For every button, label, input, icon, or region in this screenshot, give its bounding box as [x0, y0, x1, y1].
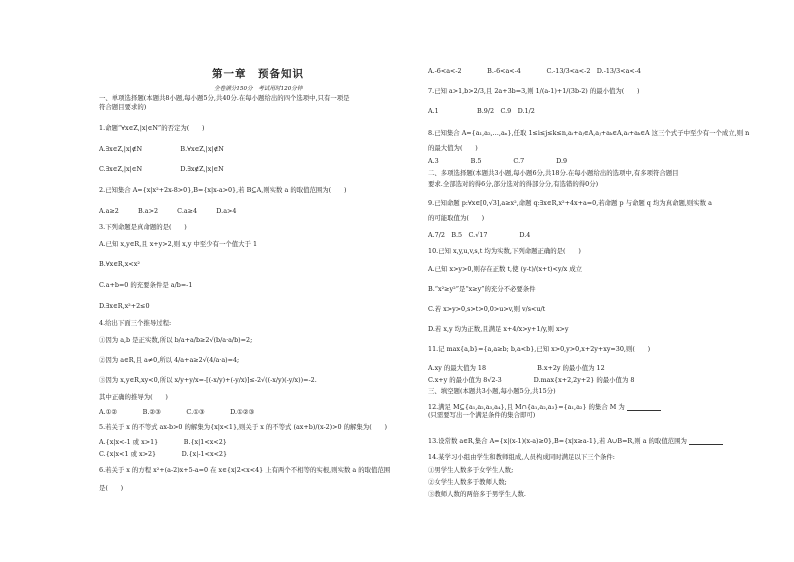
- q1-options-cd: C.∃x∈Z,|x|∈N D.∃x∉Z,|x|∈N: [99, 165, 224, 173]
- section-2-heading-cont: 要求.全部选对的得6分,部分选对的得部分分,有选错的得0分): [428, 180, 599, 188]
- q5-options-cd: C.{x|x<1 或 x>2} D.{x|-1<x<2}: [99, 450, 228, 458]
- q3-option-a: A.已知 x,y∈R,且 x+y>2,则 x,y 中至少有一个值大于 1: [99, 240, 258, 248]
- q12-stem: [428, 403, 661, 411]
- q1-options-ab: A.∃x∈Z,|x|∉N B.∀x∈Z,|x|∉N: [99, 145, 224, 153]
- q12-answer-blank[interactable]: [627, 404, 661, 411]
- q4-item-3: ③因为 x,y∈R,xy<0,所以 x/y+y/x=-[(-x/y)+(-y/x)]≤-2√((-x/y)(-y/x))=-2.: [99, 376, 317, 384]
- q12-stem-text: 12.满足 M⊆{a₁,a₂,a₃,a₄},且 M∩{a₁,a₂,a₃}={a₁,a₂} 的集合 M 为: [428, 403, 625, 411]
- q2-options: A.a≥2 B.a>2 C.a≥4 D.a>4: [99, 207, 237, 215]
- q10-stem: 10.已知 x,y,u,v,s,t 均为实数,下列命题正确的是( ): [428, 247, 581, 255]
- q4-item-2: ②因为 a∈R,且 a≠0,所以 4/a+a≥2√(4/a·a)=4;: [99, 356, 240, 364]
- q3-option-b: B.∀x∈R,x<x²: [99, 260, 140, 268]
- section-1-heading-cont: 符合题目要求的): [99, 103, 147, 111]
- q4-stem: 4.给出下面三个推导过程:: [99, 319, 172, 327]
- q7-stem: 7.已知 a>1,b>2/3,且 2a+3b=3,则 1/(a-1)+1/(3b-2) 的最小值为( ): [428, 87, 640, 95]
- q14-condition-2: ②女学生人数多于教师人数;: [428, 478, 507, 486]
- exam-subtitle: 全卷满分150分 考试用时120分钟: [214, 86, 303, 92]
- q10-option-c: C.若 x>y>0,s>t>0,0>u>v,则 v/s<u/t: [428, 305, 546, 313]
- q3-stem: 3.下列命题是真命题的是( ): [99, 223, 187, 231]
- q4-prompt: 其中正确的推导为( ): [99, 393, 168, 401]
- q13-stem-text: 13.设常数 a∈R,集合 A={x|(x-1)(x-a)≥0},B={x|x≥a-1},若 A∪B=R,则 a 的取值范围为: [428, 437, 687, 445]
- q1-stem: 1.命题“∀x∈Z,|x|∈N”的否定为( ): [99, 124, 205, 132]
- section-3-heading: 三、填空题(本题共3小题,每小题5分,共15分): [428, 387, 556, 395]
- q8-stem-cont: 的最大值为( ): [428, 144, 478, 152]
- q7-options: A.1 B.9/2 C.9 D.1/2: [428, 107, 535, 115]
- q11-options-cd: C.x+y 的最小值为 8√2-3 D.max{x+2,2y+2} 的最小值为 8: [428, 376, 635, 384]
- q14-condition-3: ③教师人数的两倍多于男学生人数.: [428, 490, 526, 498]
- q14-stem: 14.某学习小组由学生和教师组成,人员构成同时满足以下三个条件:: [428, 453, 615, 461]
- q6-stem-cont: 是( ): [99, 484, 124, 492]
- q13-stem: [428, 437, 723, 445]
- q13-answer-blank[interactable]: [689, 438, 723, 445]
- q4-options: A.①② B.②③ C.①③ D.①②③: [99, 408, 255, 416]
- q9-options: A.7/2 B.5 C.√17 D.4: [428, 231, 531, 239]
- section-2-heading: 二、多项选择题(本题共3小题,每小题6分,共18分.在每小题给出的选项中,有多项符合题目: [428, 169, 679, 177]
- q5-stem: 5.若关于 x 的不等式 ax-b>0 的解集为{x|x<1},则关于 x 的不等式 (ax+b)/(x-2)>0 的解集为( ): [99, 423, 387, 431]
- chapter-title: 第一章 预备知识: [212, 68, 304, 80]
- q2-stem: 2.已知集合 A={x|x²+2x-8>0},B={x|x-a>0},若 B⊆A,则实数 a 的取值范围为( ): [99, 186, 347, 194]
- q4-item-1: ①因为 a,b 是正实数,所以 b/a+a/b≥2√(b/a·a/b)=2;: [99, 336, 253, 344]
- q10-option-a: A.已知 x>y>0,则存在正数 t,使 (y-t)/(x+t)<y/x 成立: [428, 265, 583, 273]
- q8-stem: 8.已知集合 A={a₁,a₂,…,aₙ},任取 1≤i≤j≤k≤n,aᵢ+aⱼ∈A,aⱼ+aₖ∈A,aᵢ+aₖ∈A 这三个式子中至少有一个成立,则 n: [428, 129, 750, 137]
- q11-stem: 11.记 max{a,b}={a,a≥b; b,a<b},已知 x>0,y>0,x+2y+xy=30,则( ): [428, 345, 651, 353]
- q10-option-b: B.“x²≥y²”是“x≥y”的充分不必要条件: [428, 285, 536, 293]
- section-1-heading: 一、单项选择题(本题共8小题,每小题5分,共40分.在每小题给出的四个选项中,只有一项是: [99, 94, 350, 102]
- q9-stem-cont: 的可能取值为( ): [428, 214, 485, 222]
- q10-option-d: D.若 x,y 均为正数,且满足 x+4/x>y+1/y,则 x>y: [428, 325, 569, 333]
- q5-options-ab: A.{x|x<-1 或 x>1} B.{x|1<x<2}: [99, 438, 227, 446]
- q11-options-ab: A.xy 的最大值为 18 B.x+2y 的最小值为 12: [428, 364, 605, 372]
- q12-note: (只需要写出一个满足条件的集合即可): [428, 411, 536, 419]
- q3-option-d: D.∃x∈R,x²+2≤0: [99, 302, 150, 310]
- q8-options: A.3 B.5 C.7 D.9: [428, 157, 568, 165]
- q14-condition-1: ①男学生人数多于女学生人数;: [428, 466, 514, 474]
- q6-stem: 6.若关于 x 的方程 x²+(a-2)x+5-a=0 在 x∈{x|2<x<4} 上有两个不相等的实根,则实数 a 的取值范围: [99, 466, 391, 474]
- q9-stem: 9.已知命题 p:∀x∈[0,√3],a≥x²,命题 q:∃x∈R,x²+4x+a=0,若命题 p 与命题 q 均为真命题,则实数 a: [428, 199, 712, 207]
- q3-option-c: C.a+b=0 的充要条件是 a/b=-1: [99, 281, 193, 289]
- q6-options: A.-6<a<-2 B.-6<a<-4 C.-13/3<a<-2 D.-13/3<a<-4: [428, 67, 641, 75]
